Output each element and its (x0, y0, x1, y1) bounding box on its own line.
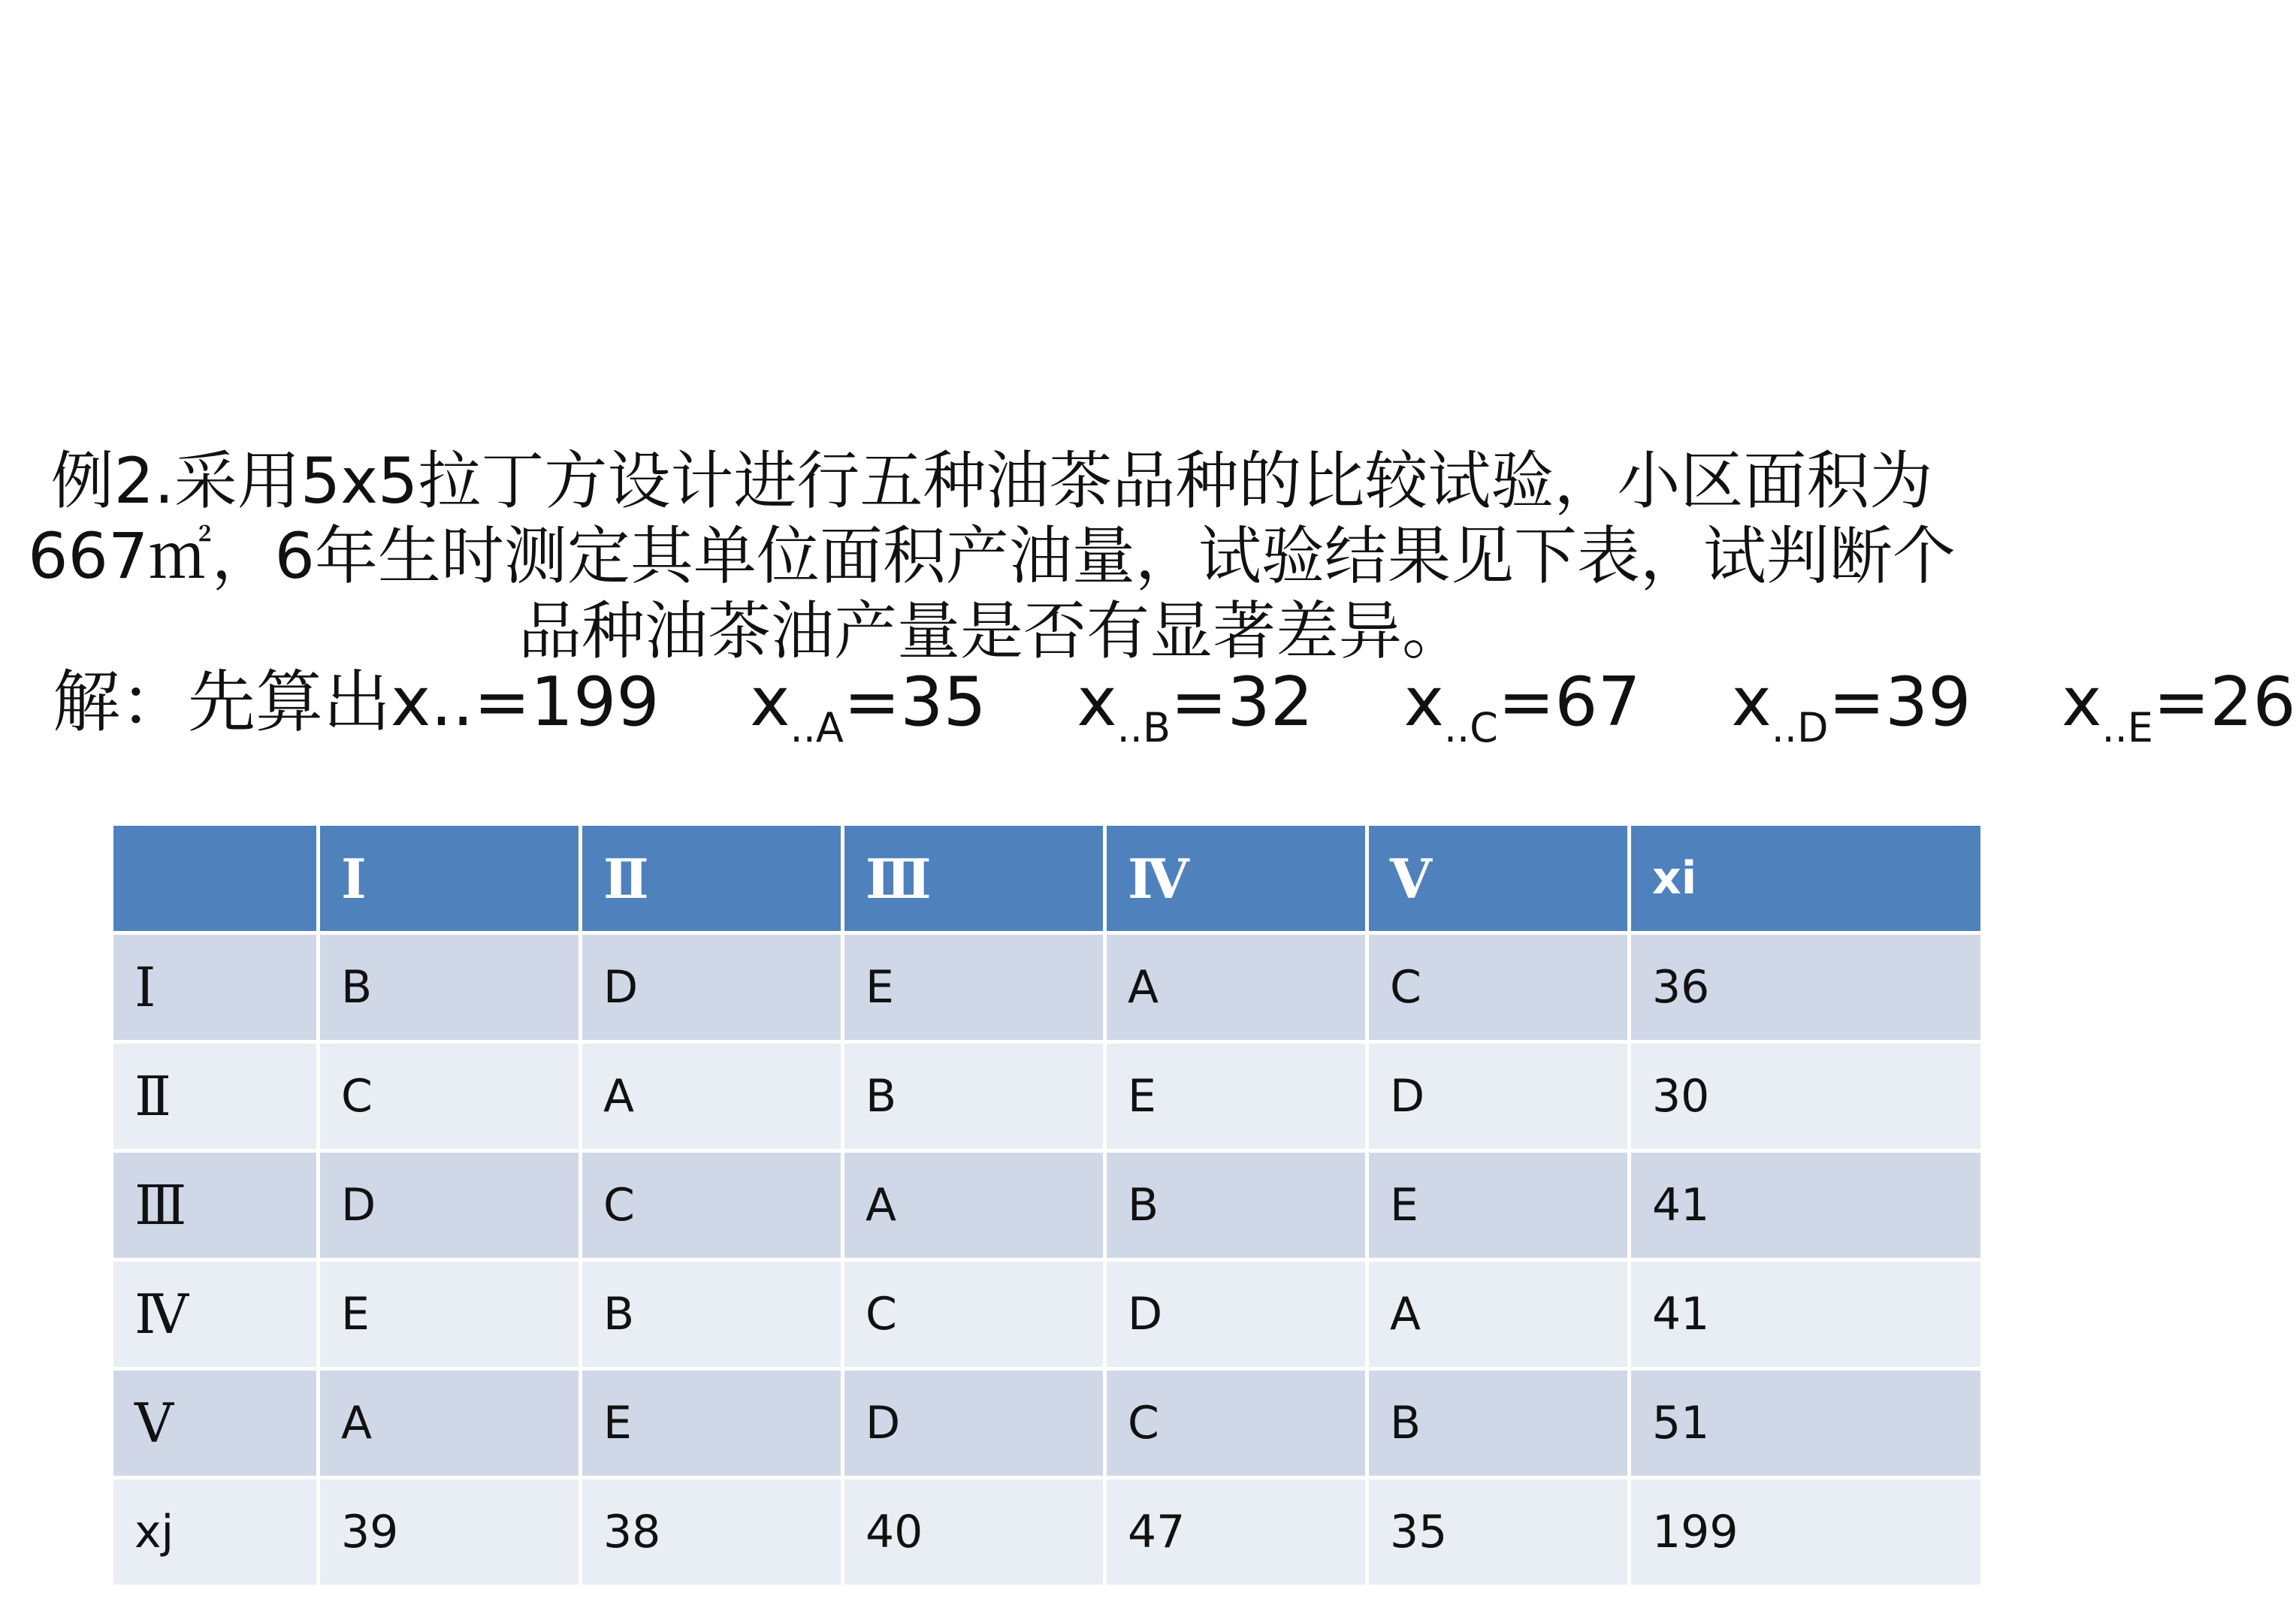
solution-line (53, 661, 2296, 769)
term-value: =32 (1171, 663, 1313, 742)
table-cell: D (1105, 1260, 1367, 1369)
header-row-total: xi (1630, 824, 1983, 933)
table-cell: E (1105, 1042, 1367, 1151)
table-cell: A (319, 1369, 581, 1478)
table-cell: C (843, 1260, 1105, 1369)
term-base: x (750, 663, 790, 742)
solution-term-d (1731, 661, 1971, 769)
column-total-cell: 35 (1367, 1478, 1630, 1587)
solution-term-b (1077, 661, 1313, 769)
column-total-cell: 39 (319, 1478, 581, 1587)
table-cell: B (319, 933, 581, 1042)
term-base: x (1403, 663, 1444, 742)
term-subscript: ..C (1443, 704, 1498, 751)
latin-square-table (110, 822, 1984, 1588)
table-row (112, 933, 1983, 1042)
header-col-5: Ⅴ (1367, 824, 1630, 933)
table-sum-row (112, 1478, 1983, 1587)
table-cell: E (1367, 1151, 1630, 1260)
problem-statement (23, 443, 1961, 669)
term-base: x (1731, 663, 1772, 742)
table-cell: D (1367, 1042, 1630, 1151)
table-cell: C (581, 1151, 843, 1260)
row-label: Ⅴ (112, 1369, 319, 1478)
table-cell: C (1367, 933, 1630, 1042)
row-label: Ⅳ (112, 1260, 319, 1369)
term-value: =39 (1828, 663, 1971, 742)
table-cell: A (1105, 933, 1367, 1042)
column-total-cell: 38 (581, 1478, 843, 1587)
table-row (112, 1151, 1983, 1260)
row-total-cell: 51 (1630, 1369, 1983, 1478)
term-subscript: ..B (1116, 704, 1171, 751)
column-total-cell: 47 (1105, 1478, 1367, 1587)
sum-row-label: xj (112, 1478, 319, 1587)
term-subscript: ..D (1771, 704, 1829, 751)
table-cell: E (319, 1260, 581, 1369)
row-total-cell: 36 (1630, 933, 1983, 1042)
term-value: =26 (2152, 663, 2296, 742)
row-total-cell: 41 (1630, 1151, 1983, 1260)
table-cell: D (581, 933, 843, 1042)
table-cell: A (1367, 1260, 1630, 1369)
table-cell: C (319, 1042, 581, 1151)
table-cell: B (581, 1260, 843, 1369)
table-cell: E (843, 933, 1105, 1042)
table-cell: C (1105, 1369, 1367, 1478)
grand-total-cell: 199 (1630, 1478, 1983, 1587)
table-row (112, 1369, 1983, 1478)
column-total-cell: 40 (843, 1478, 1105, 1587)
header-corner (112, 824, 319, 933)
header-col-1: Ⅰ (319, 824, 581, 933)
table-cell: D (319, 1151, 581, 1260)
solution-term-a (750, 661, 986, 769)
term-value: =35 (843, 663, 986, 742)
row-label: Ⅱ (112, 1042, 319, 1151)
solution-term-e (2062, 661, 2296, 769)
header-col-3: Ⅲ (843, 824, 1105, 933)
term-value: =67 (1497, 663, 1641, 742)
table-cell: B (843, 1042, 1105, 1151)
table-cell: B (1105, 1151, 1367, 1260)
solution-prefix: 解：先算出x..=199 (53, 663, 660, 742)
table-cell: B (1367, 1369, 1630, 1478)
table-row (112, 1042, 1983, 1151)
term-base: x (2062, 663, 2102, 742)
header-col-2: Ⅱ (581, 824, 843, 933)
row-label: Ⅰ (112, 933, 319, 1042)
solution-term-c (1404, 661, 1641, 769)
table-cell: A (581, 1042, 843, 1151)
header-col-4: Ⅳ (1105, 824, 1367, 933)
table-row (112, 1260, 1983, 1369)
row-label: Ⅲ (112, 1151, 319, 1260)
problem-text: 例2.采用5x5拉丁方设计进行五种油茶品种的比较试验，小区面积为667㎡，6年生时测定其单位面积产油量，试验结果见下表，试判断个品种油茶油产量是否有显著差异。 (28, 444, 1956, 668)
term-subscript: ..E (2101, 704, 2153, 751)
term-subscript: ..A (790, 704, 844, 751)
row-total-cell: 30 (1630, 1042, 1983, 1151)
term-base: x (1077, 663, 1117, 742)
table-cell: E (581, 1369, 843, 1478)
row-total-cell: 41 (1630, 1260, 1983, 1369)
table-header-row (112, 824, 1983, 933)
table-cell: A (843, 1151, 1105, 1260)
table-cell: D (843, 1369, 1105, 1478)
